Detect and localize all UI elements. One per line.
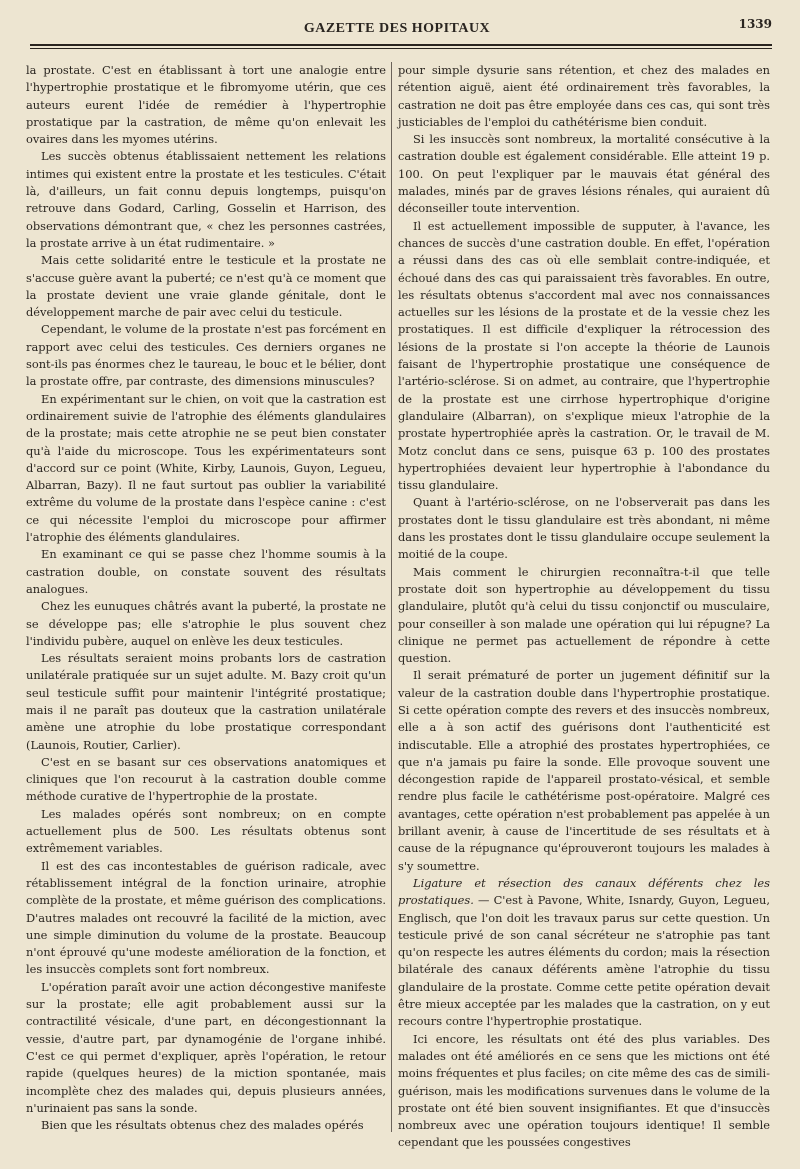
paragraph: Il serait prématuré de porter un jugement définitif sur la valeur de la castration double dans l'hypertrophie prostatique. Si cette opération compte des revers et des insuccès nombreux, elle a à son actif des guérisons dont l'authenticité est indiscutable. Elle a atrophié des prostates hypertrophiées, ce que n'a jamais pu faire la sonde. Elle provoque souvent une décongestion rapide de l'appareil prostato-vésical, et semble rendre plus facile le cathétérisme post-opératoire. Malgré ces avantages, cette opération n'est probablement pas appelée à un brillant avenir, à cause de l'incertitude de ses résultats et à cause de la répugnance qu'éprouveront toujours les malades à s'y soumettre. <box>398 668 770 873</box>
page-header <box>22 14 772 38</box>
paragraph: Bien que les résultats obtenus chez des malades opérés <box>41 1118 364 1133</box>
paragraph: Ici encore, les résultats ont été des plus variables. Des malades ont été améliorés en ce sens que les mictions ont été moins fréquentes et plus faciles; on cite même des cas de simili-guérison, mais les modifications survenues dans le volume de la prostate ont été bien souvent insignifiantes. Et que d'insuccès nombreux avec une opération toujours identique! Il semble cependant que les poussées congestives <box>398 1031 770 1150</box>
paragraph: Mais comment le chirurgien reconnaîtra-t-il que telle prostate doit son hypertrophie au développement du tissu glandulaire, plutôt qu'à celui du tissu conjonctif ou musculaire, pour conseiller à son malade une opération qui lui répugne? La clinique ne permet pas actuellement de répondre à cette question. <box>398 564 770 666</box>
paragraph: Chez les eunuques châtrés avant la puberté, la prostate ne se développe pas; elle s'atrophie le plus souvent chez l'individu pubère, auquel on enlève les deux testicules. <box>26 599 386 648</box>
paragraph: Mais cette solidarité entre le testicule et la prostate ne s'accuse guère avant la puberté; ce n'est qu'à ce moment que la prostate devient une vraie glande génitale, dont le développement marche de pair avec celui du testicule. <box>26 253 386 320</box>
paragraph: Les succès obtenus établissaient nettement les relations intimes qui existent entre la prostate et les testicules. C'était là, d'ailleurs, un fait connu depuis longtemps, puisqu'on retrouve dans Godard, Carling, Gosselin et Harrison, des observations démontrant que, « chez les personnes castrées, la prostate arrive à un état rudimentaire. » <box>26 149 386 250</box>
paragraph: la prostate. C'est en établissant à tort une analogie entre l'hypertrophie prostatique et le fibromyome utérin, que ces auteurs eurent l'idée de remédier à l'hypertrophie prostatique par la castration, de même qu'on enlevait les ovaires dans les myomes utérins. <box>26 63 386 147</box>
page-number: 1339 <box>738 17 772 31</box>
paragraph: C'est en se basant sur ces observations anatomiques et cliniques que l'on recourut à la castration double comme méthode curative de l'hypertrophie de la prostate. <box>26 754 386 804</box>
paragraph: L'opération paraît avoir une action décongestive manifeste sur la prostate; elle agit probablement aussi sur la contractilité vésicale, d'une part, en décongestionnant la vessie, d'autre part, par dynamogénie de l'organe inhibé. C'est ce qui permet d'expliquer, après l'opération, le retour rapide (quelques heures) de la miction spontanée, mais incomplète chez des malades qui, depuis plusieurs années, n'urinaient pas sans la sonde. <box>26 979 386 1115</box>
header-rule-thick <box>30 44 772 46</box>
left-column <box>26 62 386 1134</box>
journal-title: GAZETTE DES HOPITAUX <box>303 21 491 36</box>
paragraph: Les résultats seraient moins probants lors de castration unilatérale pratiquée sur un sujet adulte. M. Bazy croit qu'un seul testicule suffit pour maintenir l'intégrité prostatique; mais il ne paraît pas douteux que la castration unilatérale amène une atrophie du lobe prostatique correspondant (Launois, Routier, Carlier). <box>26 651 386 752</box>
ligature-paragraph <box>398 875 770 1031</box>
paragraph: Si les insuccès sont nombreux, la mortalité consécutive à la castration double est également considérable. Elle atteint 19 p. 100. On peut l'expliquer par le mauvais état général des malades, minés par de graves lésions rénales, qui auraient dû déconseiller toute intervention. <box>398 132 770 216</box>
paragraph: Il est des cas incontestables de guérison radicale, avec rétablissement intégral de la fonction urinaire, atrophie complète de la prostate, et même guérison des complications. D'autres malades ont recouvré la facilité de la miction, avec une simple diminution du volume de la prostate. Beaucoup n'ont éprouvé qu'une modeste amélioration de la fonction, et les insuccès complets sont fort nombreux. <box>26 858 386 977</box>
paragraph: En examinant ce qui se passe chez l'homme soumis à la castration double, on constate souvent des résultats analogues. <box>26 547 386 596</box>
section-text: — C'est à Pavone, White, Isnardy, Guyon, Legueu, Englisch, que l'on doit les travaux parus sur cette question. Un testicule privé de son canal sécréteur ne s'atrophie pas tant qu'on respecte les autres éléments du cordon; mais la résection bilatérale des canaux déférents amène l'atrophie du tissu glandulaire de la prostate. Comme cette petite opération devait être mieux acceptée par les malades que la castration, on y eut recours contre l'hypertrophie prostatique. <box>398 893 770 1029</box>
paragraph: En expérimentant sur le chien, on voit que la castration est ordinairement suivie de l'atrophie des éléments glandulaires de la prostate; mais cette atrophie ne se peut bien constater qu'à l'aide du microscope. Tous les expérimentateurs sont d'accord sur ce point (White, Kirby, Launois, Guyon, Legueu, Albarran, Bazy). Il ne faut surtout pas oublier la variabilité extrême du volume de la prostate dans l'espèce canine : c'est ce qui nécessite l'emploi du microscope pour affirmer l'atrophie des éléments glandulaires. <box>26 391 386 545</box>
header-rule-thin <box>30 48 772 49</box>
section-heading: Ligature et résection des canaux déférents chez les prostatiques. <box>398 875 770 908</box>
column-divider <box>391 62 392 1132</box>
paragraph: pour simple dysurie sans rétention, et chez des malades en rétention aiguë, aient été ordinairement très favorables, la castration ne doit pas être employée dans ces cas, qui sont très justiciables de l'emploi du cathétérisme bien conduit. <box>398 63 770 129</box>
paragraph: Quant à l'artério-sclérose, on ne l'observerait pas dans les prostates dont le tissu glandulaire est très abondant, ni même dans les prostates dont le tissu glandulaire occupe seulement la moitié de la coupe. <box>398 495 770 562</box>
paragraph: Cependant, le volume de la prostate n'est pas forcément en rapport avec celui des testicules. Ces derniers organes ne sont-ils pas énormes chez le taureau, le bouc et le bélier, dont la prostate offre, par contraste, des dimensions minuscules? <box>26 322 386 389</box>
paragraph: Il est actuellement impossible de supputer, à l'avance, les chances de succès d'une castration double. En effet, l'opération a réussi dans des cas où elle semblait contre-indiquée, et échoué dans des cas qui paraissaient très favorables. En outre, les résultats obtenus s'accordent mal avec nos connaissances actuelles sur les lésions de la prostate et de la vessie chez les prostatiques. Il est difficile d'expliquer la rétrocession des lésions de la prostate si l'on accepte la théorie de Launois faisant de l'hypertrophie prostatique une conséquence de l'artério-sclérose. Si on admet, au contraire, que l'hypertrophie de la prostate est une cirrhose hypertrophique d'origine glandulaire (Albarran), on s'explique mieux l'atrophie de la prostate hypertrophiée après la castration. Or, le travail de M. Motz conclut dans ce sens, puisque 63 p. 100 des prostates hypertrophiées devaient leur hypertrophie à l'abondance du tissu glandulaire. <box>398 218 770 493</box>
right-column <box>398 62 770 1152</box>
paragraph: Les malades opérés sont nombreux; on en compte actuellement plus de 500. Les résultats obtenus sont extrêmement variables. <box>26 806 386 856</box>
